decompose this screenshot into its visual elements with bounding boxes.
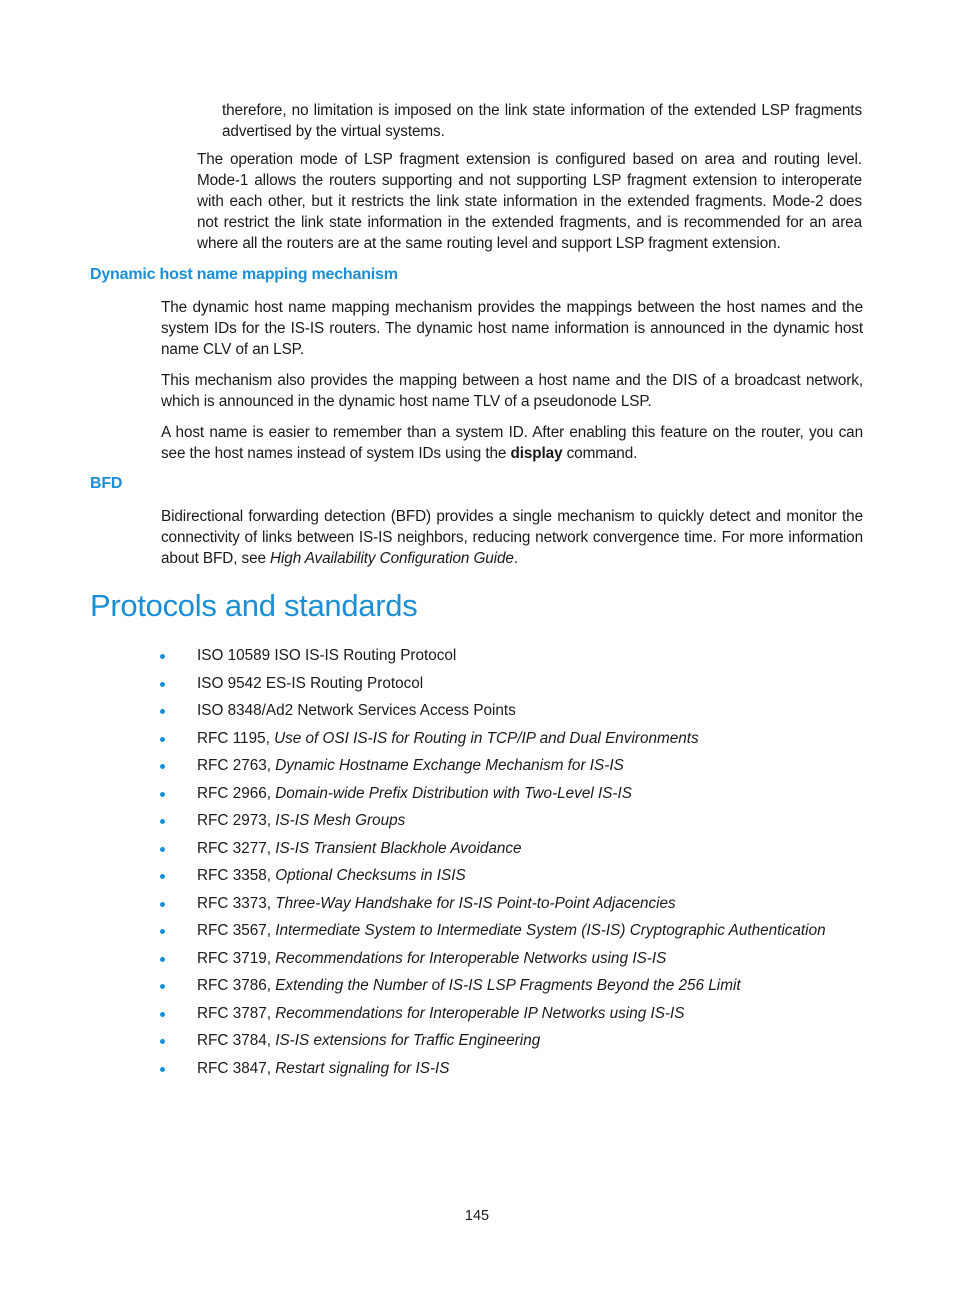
standard-id: RFC 2763,	[197, 757, 276, 774]
standards-list-item	[160, 1003, 826, 1031]
standards-list-item	[160, 893, 826, 921]
operation-mode-paragraph: The operation mode of LSP fragment extension is configured based on area and routing level. Mode-1 allows the routers supporting and not supporting LSP fragment extension to interoperate with each other, but it restricts the link state information in the extended fragments. Mode-2 does not restrict the link state information in the extended fragments, and is recommended for an area where all the routers are at the same routing level and support LSP fragment extension.	[197, 151, 862, 252]
standards-list-item	[160, 920, 826, 948]
standard-title: Restart signaling for IS-IS	[275, 1059, 450, 1077]
standards-list-item	[160, 975, 826, 1003]
standard-text	[197, 783, 632, 804]
bullet-icon	[160, 874, 165, 879]
standard-id: RFC 2966,	[197, 784, 276, 802]
bullet-icon	[160, 847, 165, 852]
standards-list-item	[160, 1030, 826, 1058]
bullet-icon	[160, 792, 165, 797]
standard-id: ISO 10589 ISO IS-IS Routing Protocol	[197, 647, 457, 664]
standard-text	[197, 755, 624, 776]
bullet-icon	[160, 1067, 165, 1072]
standards-list-item	[160, 783, 826, 811]
dynamic-host-paragraph-3	[161, 422, 863, 464]
standard-text	[197, 673, 423, 694]
bullet-icon	[160, 682, 165, 687]
bullet-icon	[160, 654, 165, 659]
bfd-paragraph	[161, 506, 863, 569]
standards-list-item	[160, 700, 826, 728]
standard-text	[197, 645, 456, 666]
standards-list-item	[160, 728, 826, 756]
standard-id: ISO 9542 ES-IS Routing Protocol	[197, 674, 424, 692]
standard-title: IS-IS Transient Blackhole Avoidance	[275, 839, 522, 857]
standards-list-item	[160, 948, 826, 976]
standard-id: RFC 3358,	[197, 867, 276, 884]
standard-text	[197, 1030, 540, 1051]
standard-title: Recommendations for Interoperable IP Networks using IS-IS	[275, 1004, 685, 1022]
continued-paragraph: therefore, no limitation is imposed on the link state information of the extended LSP fragments advertised by the virtual systems.	[222, 102, 862, 140]
standards-list-item	[160, 838, 826, 866]
standard-text	[197, 700, 516, 721]
standard-title: Dynamic Hostname Exchange Mechanism for IS-IS	[275, 757, 624, 774]
standards-list-item	[160, 673, 826, 701]
standard-text	[197, 838, 522, 859]
standards-list-item	[160, 865, 826, 893]
bullet-icon	[160, 709, 165, 714]
standard-text	[197, 865, 466, 886]
dynamic-host-paragraph-2: This mechanism also provides the mapping between a host name and the DIS of a broadcast network, which is announced in the dynamic host name TLV of a pseudonode LSP.	[161, 372, 863, 410]
standards-list	[160, 645, 826, 1085]
standard-id: RFC 3786,	[197, 977, 276, 994]
standard-text	[197, 810, 405, 831]
standard-title: IS-IS Mesh Groups	[275, 812, 406, 829]
standard-title: Three-Way Handshake for IS-IS Point-to-Point Adjacencies	[275, 894, 676, 912]
standard-title: Domain-wide Prefix Distribution with Two-Level IS-IS	[275, 784, 632, 802]
protocols-heading: Protocols and standards	[90, 588, 418, 623]
standard-id: ISO 8348/Ad2 Network Services Access Points	[197, 702, 516, 719]
standard-id: RFC 3277,	[197, 839, 276, 857]
bullet-icon	[160, 984, 165, 989]
standard-title: Extending the Number of IS-IS LSP Fragments Beyond the 256 Limit	[275, 977, 741, 994]
standard-title: IS-IS extensions for Traffic Engineering	[275, 1032, 541, 1049]
standard-id: RFC 3373,	[197, 894, 276, 912]
standards-list-item	[160, 810, 826, 838]
standard-text	[197, 975, 741, 996]
standard-text	[197, 1003, 684, 1024]
standard-id: RFC 3847,	[197, 1059, 276, 1077]
standards-list-item	[160, 645, 826, 673]
bullet-icon	[160, 1039, 165, 1044]
guide-reference: High Availability Configuration Guide	[270, 550, 514, 567]
standard-id: RFC 1195,	[197, 729, 275, 747]
bfd-text-after: .	[513, 550, 518, 567]
standard-id: RFC 3719,	[197, 949, 276, 967]
bfd-text-before: Bidirectional forwarding detection (BFD) provides a single mechanism to quickly detect and monitor the connectivity of links between IS-IS neighbors, reducing network convergence time. For more information about BFD, see	[161, 508, 863, 567]
bullet-icon	[160, 929, 165, 934]
bullet-icon	[160, 902, 165, 907]
standard-title: Recommendations for Interoperable Networks using IS-IS	[275, 949, 667, 967]
standard-text	[197, 893, 676, 914]
p3-text-before: A host name is easier to remember than a system ID. After enabling this feature on the router, you can see the host names instead of system IDs using the	[161, 424, 863, 462]
standard-title: Intermediate System to Intermediate System (IS-IS) Cryptographic Authentication	[275, 922, 826, 939]
bullet-icon	[160, 737, 165, 742]
standard-id: RFC 3787,	[197, 1004, 276, 1022]
display-command: display	[510, 445, 563, 462]
standard-id: RFC 3784,	[197, 1032, 276, 1049]
standard-id: RFC 3567,	[197, 922, 276, 939]
bfd-heading: BFD	[90, 475, 123, 492]
bullet-icon	[160, 1012, 165, 1017]
standards-list-item	[160, 755, 826, 783]
standard-text	[197, 920, 826, 941]
standard-title: Optional Checksums in ISIS	[275, 867, 466, 884]
standard-id: RFC 2973,	[197, 812, 276, 829]
standards-list-item	[160, 1058, 826, 1086]
bullet-icon	[160, 819, 165, 824]
standard-text	[197, 948, 666, 969]
bullet-icon	[160, 764, 165, 769]
dynamic-host-heading: Dynamic host name mapping mechanism	[90, 266, 398, 283]
dynamic-host-paragraph-1: The dynamic host name mapping mechanism provides the mappings between the host names and the system IDs for the IS-IS routers. The dynamic host name information is announced in the dynamic host name CLV of an LSP.	[161, 299, 863, 358]
bullet-icon	[160, 957, 165, 962]
standard-text	[197, 728, 699, 749]
standard-text	[197, 1058, 450, 1079]
page-number: 145	[464, 1208, 490, 1224]
p3-text-after: command.	[562, 445, 638, 462]
standard-title: Use of OSI IS-IS for Routing in TCP/IP and Dual Environments	[274, 729, 699, 747]
